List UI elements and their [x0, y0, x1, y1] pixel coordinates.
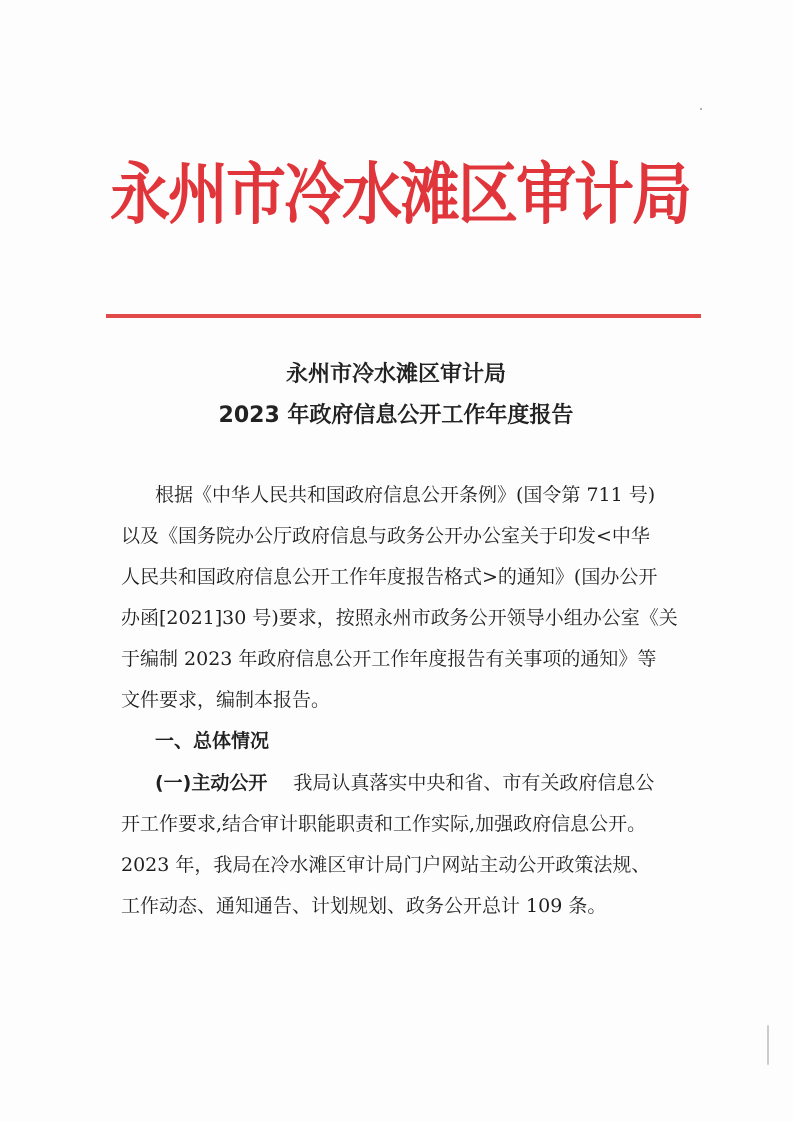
subsection-text: 我局认真落实中央和省、市有关政府信息公	[293, 772, 655, 794]
subsection-line: 2023 年，我局在冷水滩区审计局门户网站主动公开政策法规、	[121, 854, 651, 876]
report-title-line-1: 永州市冷水滩区审计局	[285, 362, 506, 387]
scan-edge-mark	[767, 1025, 769, 1065]
intro-line: 文件要求，编制本报告。	[121, 689, 331, 711]
subsection-line: 开工作要求,结合审计职能职责和工作实际,加强政府信息公开。	[121, 813, 647, 835]
section-heading: 一、总体情况	[155, 730, 270, 752]
intro-line: 根据《中华人民共和国政府信息公开条例》(国令第 711 号)	[155, 484, 656, 506]
subsection-line: 工作动态、通知通告、计划规划、政务公开总计 109 条。	[121, 895, 607, 917]
intro-line: 人民共和国政府信息公开工作年度报告格式>的通知》(国办公开	[121, 566, 658, 588]
scan-speck	[700, 108, 702, 110]
subsection-heading: (一)主动公开	[155, 772, 268, 794]
letterhead-divider	[106, 314, 701, 318]
intro-line: 于编制 2023 年政府信息公开工作年度报告有关事项的通知》等	[121, 648, 657, 670]
subsection-first-line	[155, 769, 654, 797]
intro-line: 以及《国务院办公厅政府信息与政务公开办公室关于印发<中华	[121, 525, 650, 547]
report-title-line-2: 2023 年政府信息公开工作年度报告	[218, 403, 574, 428]
intro-line: 办函[2021]30 号)要求，按照永州市政务公开领导小组办公室《关	[121, 607, 678, 629]
letterhead-title: 永州市冷水滩区审计局	[110, 155, 690, 235]
